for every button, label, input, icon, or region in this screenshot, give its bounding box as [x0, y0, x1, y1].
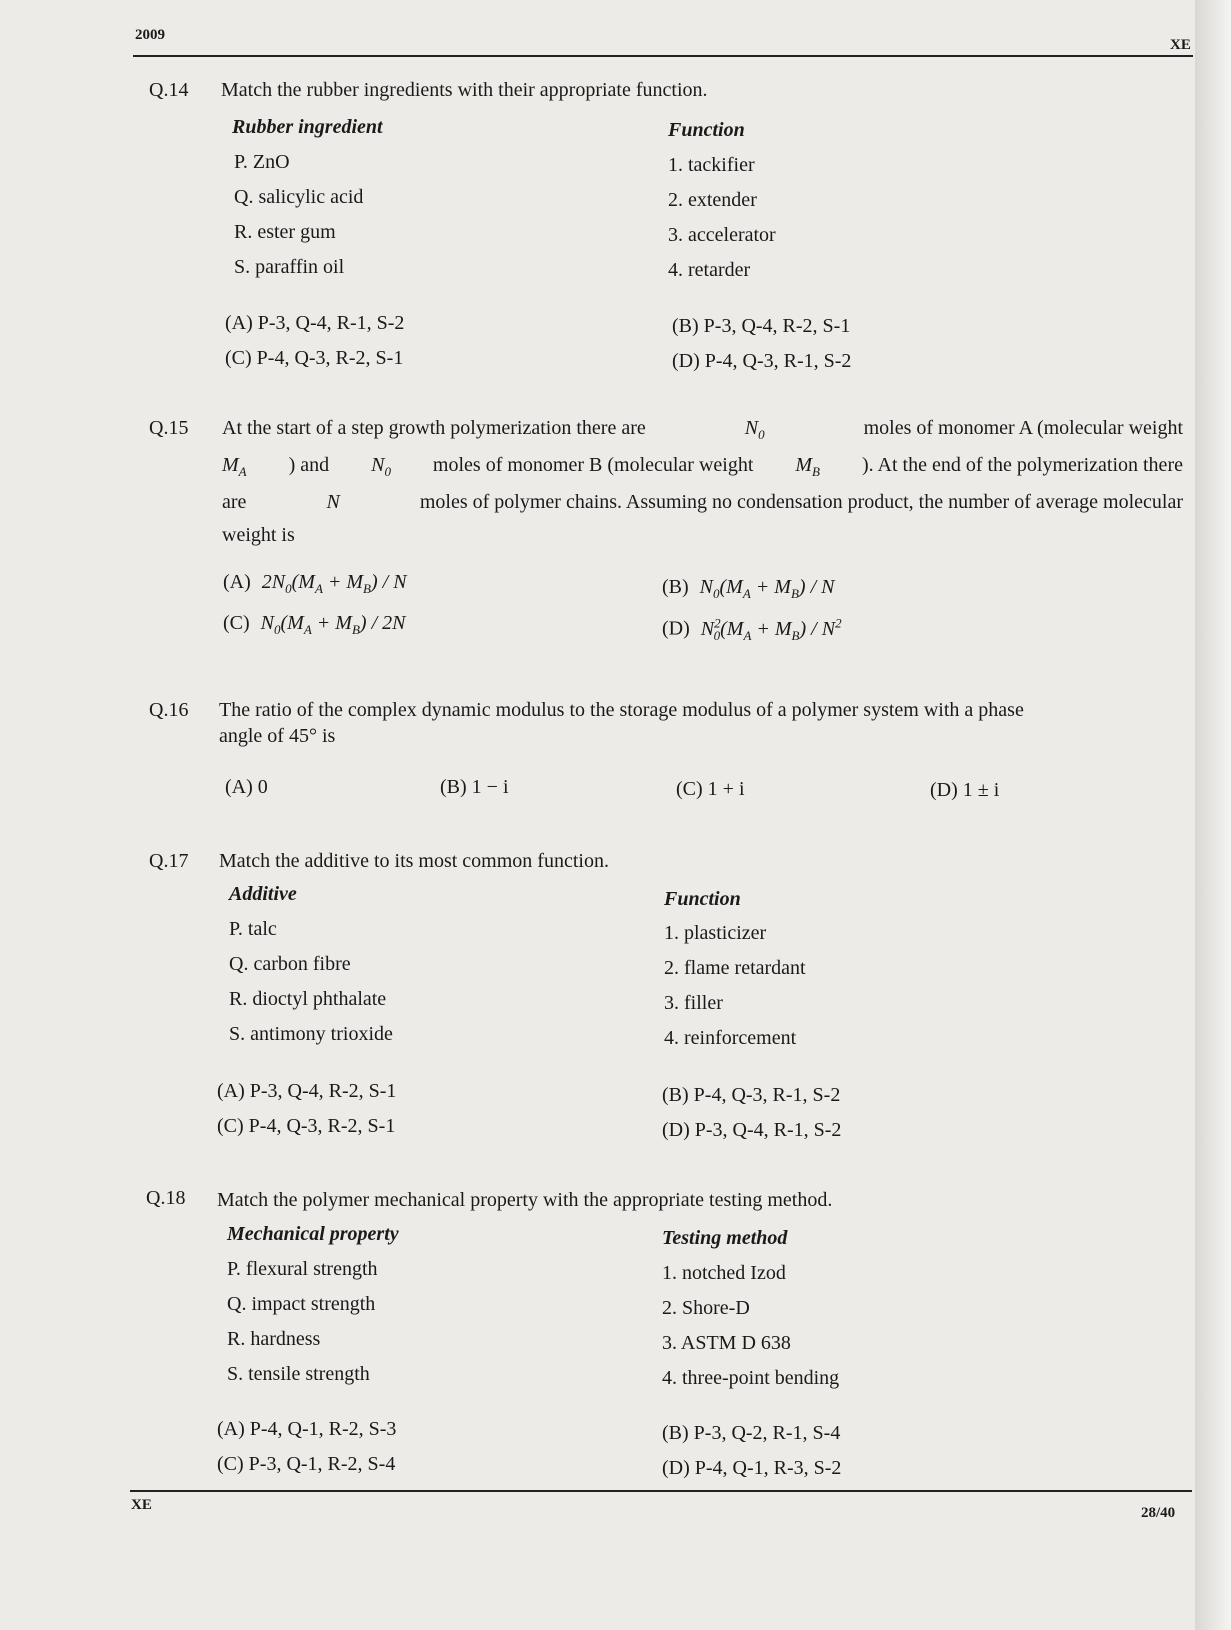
option-d[interactable]: (D) P-4, Q-1, R-3, S-2: [662, 1457, 842, 1479]
left-item: R. dioctyl phthalate: [229, 988, 387, 1010]
option-label: (D): [662, 617, 690, 640]
q15-line-1: [222, 417, 1183, 443]
formula: $N_0(M_A + M_B) / 2N$: [260, 612, 406, 637]
question-number: Q.14: [149, 79, 189, 101]
q15-line-2: [222, 454, 1183, 480]
option-c[interactable]: (C) 1 + i: [676, 778, 745, 800]
option-c[interactable]: (C) P-3, Q-1, R-2, S-4: [217, 1453, 396, 1475]
right-item: 4. three-point bending: [662, 1367, 840, 1389]
option-c[interactable]: [223, 612, 405, 638]
text-run: moles of monomer B (molecular weight: [432, 454, 754, 476]
formula: $N_0(M_A + M_B) / N$: [699, 576, 835, 601]
option-a[interactable]: (A) P-3, Q-4, R-2, S-1: [217, 1080, 397, 1102]
right-item: 1. notched Izod: [662, 1262, 786, 1284]
left-item: P. flexural strength: [227, 1258, 378, 1280]
option-a[interactable]: (A) P-3, Q-4, R-1, S-2: [225, 312, 405, 334]
var-mb: $M_B$: [795, 454, 820, 479]
text-run: ). At the end of the polymerization there: [861, 454, 1183, 476]
right-item: 2. flame retardant: [664, 957, 806, 979]
question-number: Q.17: [149, 850, 189, 872]
option-b[interactable]: (B) 1 − i: [440, 776, 509, 798]
q15-line-4: weight is: [222, 524, 295, 546]
question-number: Q.16: [149, 699, 189, 721]
right-item: 1. plasticizer: [664, 922, 767, 944]
left-item: R. hardness: [227, 1328, 321, 1350]
formula: $2N_0(M_A + M_B) / N$: [261, 571, 407, 596]
question-number: Q.15: [149, 417, 189, 439]
left-item: Q. carbon fibre: [229, 953, 351, 975]
var-ma: $M_A$: [222, 454, 247, 479]
option-a[interactable]: [223, 571, 407, 597]
option-label: (A): [223, 571, 251, 593]
right-item: 2. Shore-D: [662, 1297, 750, 1319]
option-b[interactable]: (B) P-4, Q-3, R-1, S-2: [662, 1084, 841, 1106]
column-head-right: Testing method: [662, 1227, 788, 1249]
left-item: P. talc: [229, 918, 277, 940]
column-head-left: Mechanical property: [227, 1223, 399, 1245]
right-item: 3. filler: [664, 992, 723, 1014]
option-d[interactable]: (D) P-4, Q-3, R-1, S-2: [672, 350, 852, 372]
left-item: Q. impact strength: [227, 1293, 376, 1315]
option-d[interactable]: [662, 615, 842, 644]
left-item: Q. salicylic acid: [234, 186, 364, 208]
option-b[interactable]: [662, 576, 834, 602]
text-run: are: [222, 491, 247, 513]
right-item: 3. accelerator: [668, 224, 776, 246]
option-c[interactable]: (C) P-4, Q-3, R-2, S-1: [217, 1115, 396, 1137]
column-head-right: Function: [664, 888, 741, 910]
q15-line-3: [222, 491, 1183, 514]
text-run: ) and: [288, 454, 330, 476]
question-stem: Match the polymer mechanical property with the appropriate testing method.: [217, 1189, 833, 1211]
right-item: 2. extender: [668, 189, 757, 211]
var-n: N: [326, 491, 340, 513]
footer-paper-code: XE: [131, 1497, 152, 1513]
column-head-left: Rubber ingredient: [232, 116, 383, 138]
left-item: S. tensile strength: [227, 1363, 370, 1385]
right-item: 4. reinforcement: [664, 1027, 797, 1049]
option-d[interactable]: (D) 1 ± i: [930, 779, 1000, 801]
page-edge-shadow: [1195, 0, 1231, 1630]
question-stem-line-1: The ratio of the complex dynamic modulus to the storage modulus of a polymer system with a phase: [219, 699, 1024, 721]
right-item: 1. tackifier: [668, 154, 755, 176]
question-stem: Match the additive to its most common function.: [219, 850, 609, 872]
option-c[interactable]: (C) P-4, Q-3, R-2, S-1: [225, 347, 404, 369]
text-run: moles of monomer A (molecular weight: [863, 417, 1183, 439]
option-d[interactable]: (D) P-3, Q-4, R-1, S-2: [662, 1119, 842, 1141]
option-a[interactable]: (A) P-4, Q-1, R-2, S-3: [217, 1418, 397, 1440]
header-paper-code: XE: [1170, 37, 1191, 53]
column-head-left: Additive: [229, 883, 297, 905]
right-item: 4. retarder: [668, 259, 751, 281]
question-stem: Match the rubber ingredients with their appropriate function.: [221, 79, 708, 101]
text-run: moles of polymer chains. Assuming no condensation product, the number of average molecular: [419, 491, 1183, 513]
left-item: P. ZnO: [234, 151, 290, 173]
left-item: R. ester gum: [234, 221, 336, 243]
left-item: S. antimony trioxide: [229, 1023, 393, 1045]
header-year: 2009: [135, 27, 165, 43]
question-stem-line-2: angle of 45° is: [219, 725, 336, 747]
text-run: At the start of a step growth polymerization there are: [222, 417, 646, 439]
var-n0: $N_0$: [744, 417, 765, 442]
page-number: 28/40: [1141, 1505, 1176, 1521]
header-rule: [133, 55, 1193, 57]
footer-rule: [130, 1490, 1192, 1492]
option-label: (B): [662, 576, 689, 598]
right-item: 3. ASTM D 638: [662, 1332, 791, 1354]
left-item: S. paraffin oil: [234, 256, 345, 278]
option-b[interactable]: (B) P-3, Q-2, R-1, S-4: [662, 1422, 841, 1444]
formula: $N^2_0(M_A + M_B) / N^2$: [700, 615, 842, 643]
question-number: Q.18: [146, 1187, 186, 1209]
column-head-right: Function: [668, 119, 745, 141]
var-n0: $N_0$: [371, 454, 391, 479]
option-label: (C): [223, 612, 250, 634]
option-a[interactable]: (A) 0: [225, 776, 268, 798]
option-b[interactable]: (B) P-3, Q-4, R-2, S-1: [672, 315, 851, 337]
